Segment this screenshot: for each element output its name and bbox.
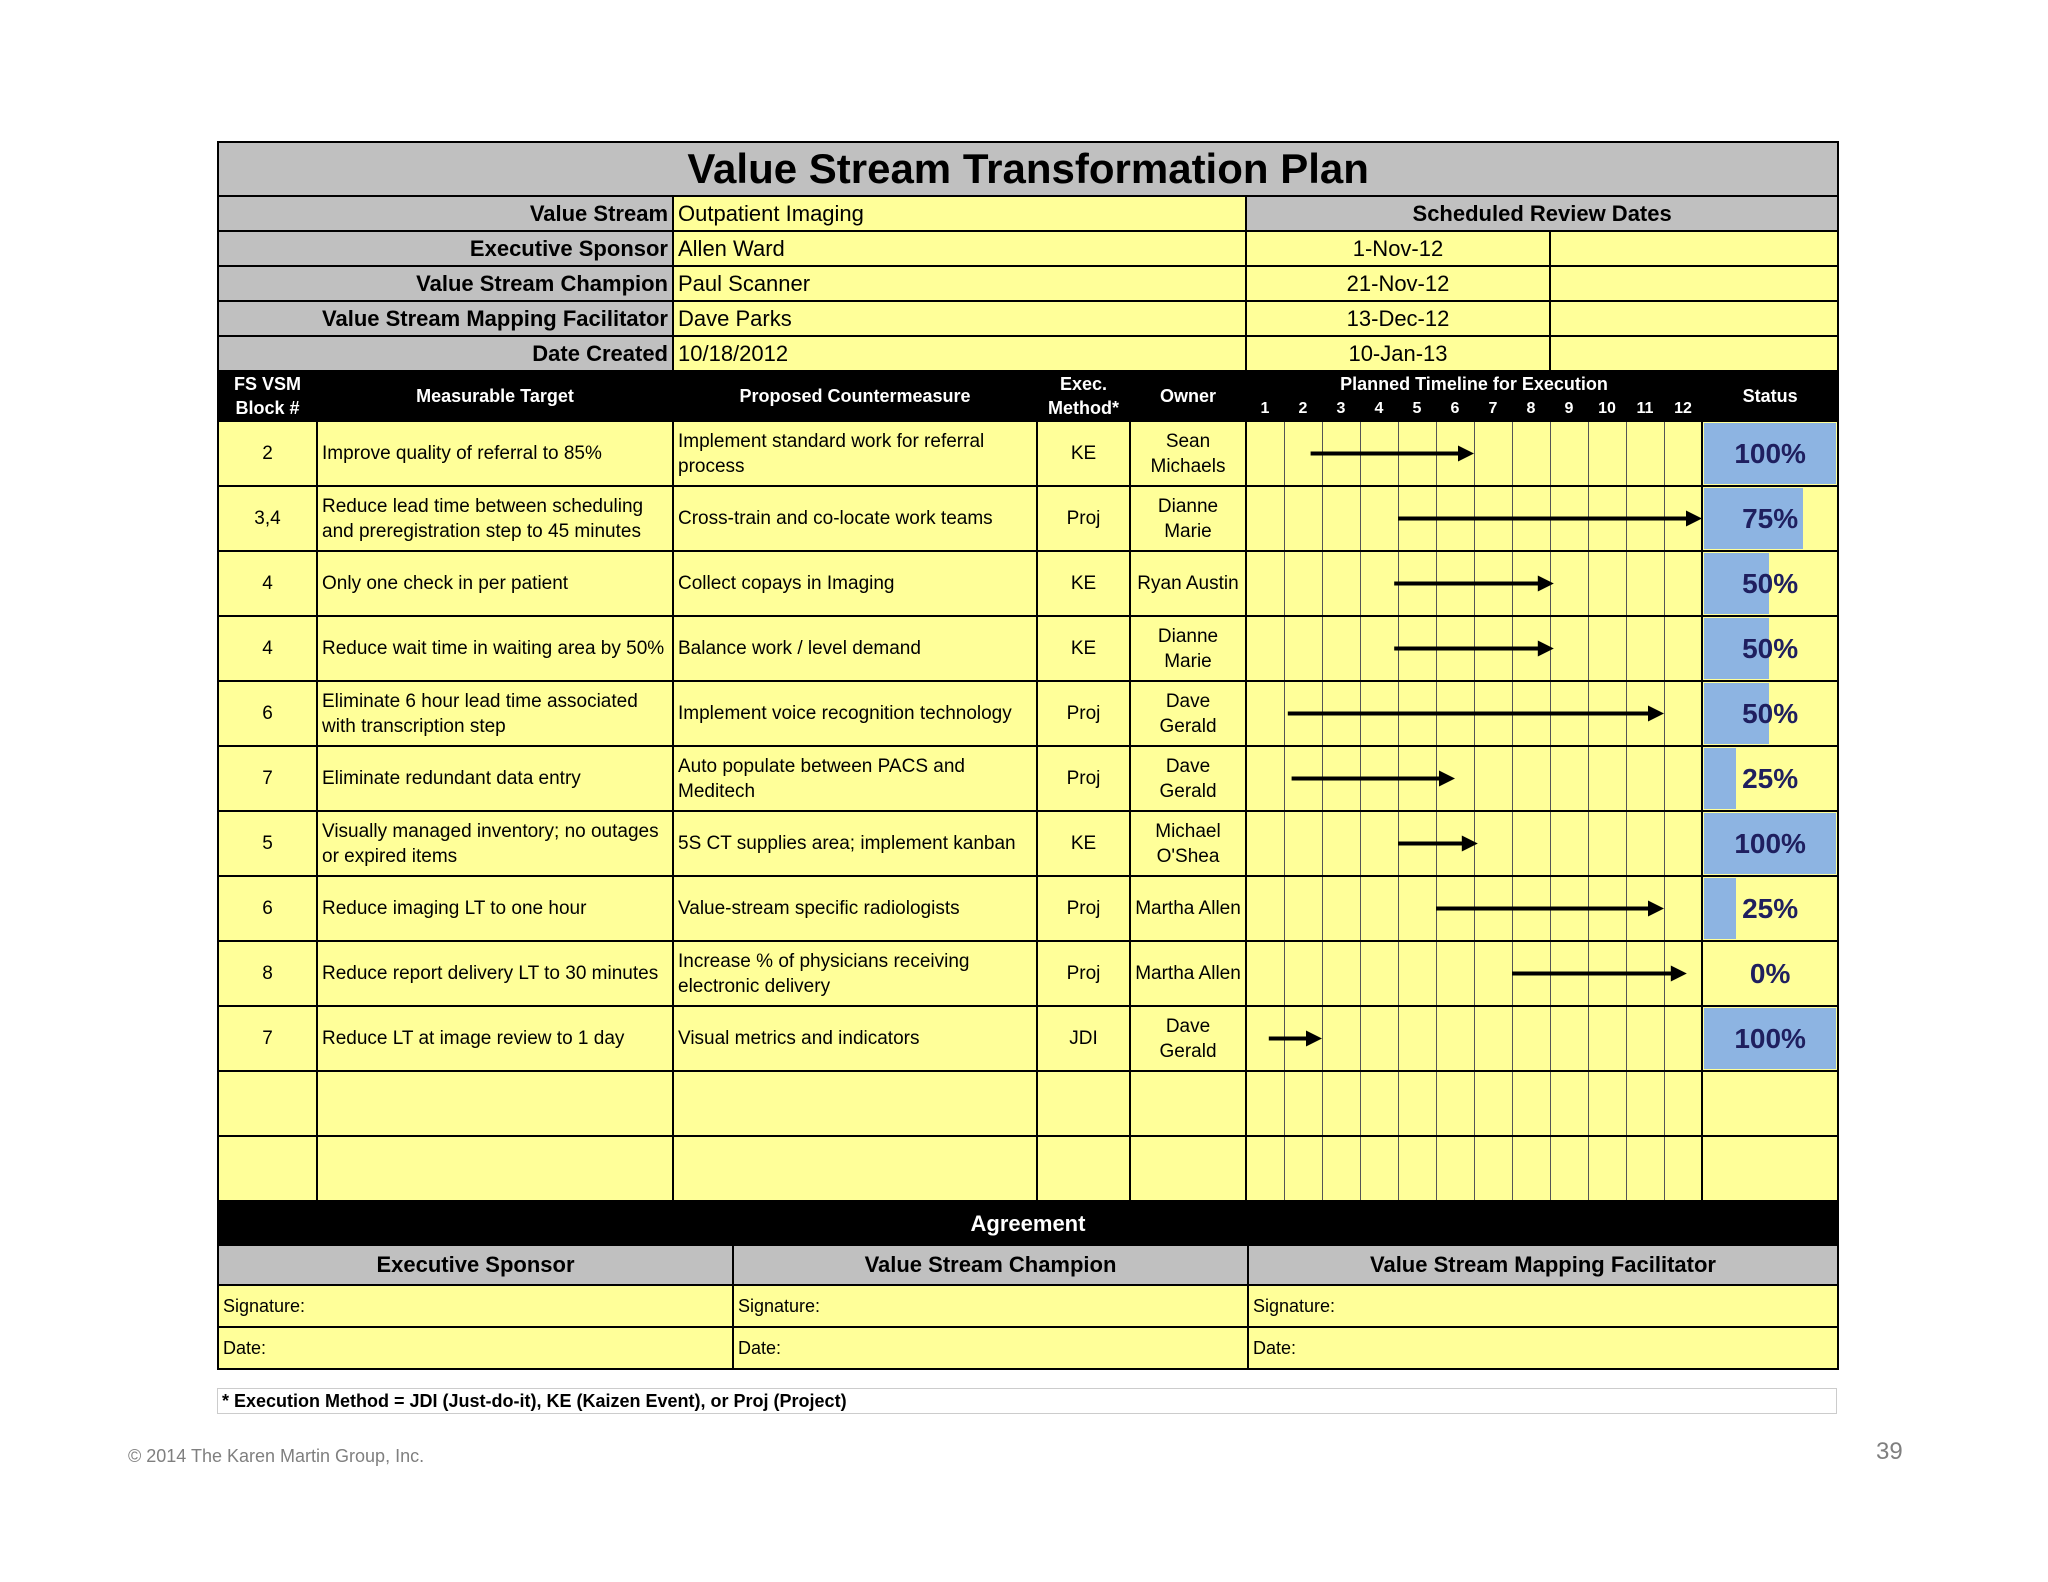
timeline-cell	[1512, 746, 1550, 811]
status-percent: 50%	[1742, 698, 1799, 729]
header-block: FS VSM Block #	[218, 371, 317, 421]
timeline-cell	[1512, 941, 1550, 1006]
timeline-cell	[1436, 1006, 1474, 1071]
plan-row	[218, 876, 1838, 941]
countermeasure: Implement voice recognition technology	[673, 681, 1037, 746]
timeline-cell	[1588, 681, 1626, 746]
measurable-target: Reduce report delivery LT to 30 minutes	[317, 941, 673, 1006]
measurable-target: Reduce imaging LT to one hour	[317, 876, 673, 941]
value-stream-champion-label: Value Stream Champion	[218, 266, 673, 301]
timeline-cell	[1360, 486, 1398, 551]
agreement-table	[217, 1202, 1839, 1370]
timeline-cell	[1588, 1071, 1626, 1136]
timeline-cell	[1512, 681, 1550, 746]
timeline-cell	[1474, 941, 1512, 1006]
timeline-cell	[1626, 421, 1664, 486]
block-number: 4	[218, 551, 317, 616]
timeline-cell	[1322, 1006, 1360, 1071]
exec-method: Proj	[1037, 876, 1130, 941]
timeline-cell	[1626, 1006, 1664, 1071]
timeline-cell	[1550, 941, 1588, 1006]
executive-sponsor-value: Allen Ward	[673, 231, 1246, 266]
review-date: 1-Nov-12	[1246, 231, 1550, 266]
timeline-cell	[1550, 1071, 1588, 1136]
status-cell	[1702, 876, 1838, 941]
review-date: 13-Dec-12	[1246, 301, 1550, 336]
plan-row	[218, 1136, 1838, 1201]
block-number: 3,4	[218, 486, 317, 551]
timeline-cell	[1246, 1071, 1284, 1136]
timeline-cell	[1398, 876, 1436, 941]
agreement-exec-sponsor: Executive Sponsor	[218, 1245, 733, 1285]
countermeasure: Cross-train and co-locate work teams	[673, 486, 1037, 551]
owner	[1130, 1071, 1246, 1136]
plan-row	[218, 1006, 1838, 1071]
timeline-cell	[1512, 1071, 1550, 1136]
timeline-cell	[1436, 616, 1474, 681]
timeline-cell	[1360, 941, 1398, 1006]
month-header: 6	[1436, 397, 1474, 421]
countermeasure: Auto populate between PACS and Meditech	[673, 746, 1037, 811]
timeline-cell	[1512, 811, 1550, 876]
timeline-cell	[1550, 746, 1588, 811]
timeline-cell	[1284, 746, 1322, 811]
timeline-cell	[1246, 941, 1284, 1006]
status-cell	[1702, 746, 1838, 811]
timeline-cell	[1322, 1136, 1360, 1201]
countermeasure	[673, 1136, 1037, 1201]
timeline-cell	[1626, 811, 1664, 876]
date-field[interactable]: Date:	[1248, 1327, 1838, 1369]
exec-method: KE	[1037, 616, 1130, 681]
value-stream-label: Value Stream	[218, 196, 673, 231]
timeline-cell	[1360, 616, 1398, 681]
timeline-cell	[1550, 811, 1588, 876]
timeline-cell	[1284, 941, 1322, 1006]
timeline-cell	[1284, 811, 1322, 876]
timeline-cell	[1550, 1136, 1588, 1201]
plan-row	[218, 811, 1838, 876]
timeline-cell	[1246, 876, 1284, 941]
timeline-cell	[1284, 421, 1322, 486]
timeline-cell	[1664, 486, 1702, 551]
measurable-target: Reduce lead time between scheduling and preregistration step to 45 minutes	[317, 486, 673, 551]
block-number: 7	[218, 1006, 317, 1071]
timeline-cell	[1360, 681, 1398, 746]
status-percent: 25%	[1742, 763, 1799, 794]
timeline-cell	[1474, 681, 1512, 746]
timeline-cell	[1360, 876, 1398, 941]
timeline-cell	[1512, 421, 1550, 486]
timeline-cell	[1322, 876, 1360, 941]
exec-method: Proj	[1037, 486, 1130, 551]
date-field[interactable]: Date:	[733, 1327, 1248, 1369]
executive-sponsor-label: Executive Sponsor	[218, 231, 673, 266]
timeline-cell	[1550, 421, 1588, 486]
date-created-value: 10/18/2012	[673, 336, 1246, 371]
block-number: 4	[218, 616, 317, 681]
countermeasure: Increase % of physicians receiving electronic delivery	[673, 941, 1037, 1006]
review-date: 10-Jan-13	[1246, 336, 1550, 371]
owner: Martha Allen	[1130, 876, 1246, 941]
measurable-target: Visually managed inventory; no outages or expired items	[317, 811, 673, 876]
header-method: Exec. Method*	[1037, 371, 1130, 421]
timeline-cell	[1436, 681, 1474, 746]
measurable-target	[317, 1071, 673, 1136]
timeline-cell	[1626, 616, 1664, 681]
timeline-cell	[1246, 811, 1284, 876]
measurable-target: Reduce LT at image review to 1 day	[317, 1006, 673, 1071]
timeline-cell	[1246, 746, 1284, 811]
review-date-blank	[1550, 301, 1838, 336]
plan-table	[217, 141, 1839, 1202]
countermeasure	[673, 1071, 1037, 1136]
status-cell	[1702, 941, 1838, 1006]
countermeasure: Implement standard work for referral process	[673, 421, 1037, 486]
timeline-cell	[1550, 486, 1588, 551]
month-header: 7	[1474, 397, 1512, 421]
plan-row	[218, 616, 1838, 681]
plan-row	[218, 746, 1838, 811]
status-percent: 0%	[1749, 958, 1791, 989]
timeline-cell	[1398, 746, 1436, 811]
timeline-cell	[1398, 1071, 1436, 1136]
timeline-cell	[1246, 421, 1284, 486]
plan-row	[218, 551, 1838, 616]
month-header: 12	[1664, 397, 1702, 421]
measurable-target	[317, 1136, 673, 1201]
measurable-target: Eliminate 6 hour lead time associated with transcription step	[317, 681, 673, 746]
block-number: 8	[218, 941, 317, 1006]
timeline-cell	[1626, 1136, 1664, 1201]
review-date-blank	[1550, 231, 1838, 266]
owner: Dianne Marie	[1130, 486, 1246, 551]
timeline-cell	[1436, 486, 1474, 551]
timeline-cell	[1284, 1136, 1322, 1201]
timeline-cell	[1398, 681, 1436, 746]
agreement-vsm-facilitator: Value Stream Mapping Facilitator	[1248, 1245, 1838, 1285]
timeline-cell	[1550, 681, 1588, 746]
timeline-cell	[1474, 616, 1512, 681]
value-stream-value: Outpatient Imaging	[673, 196, 1246, 231]
header-owner: Owner	[1130, 371, 1246, 421]
timeline-cell	[1246, 1136, 1284, 1201]
measurable-target: Improve quality of referral to 85%	[317, 421, 673, 486]
countermeasure: Collect copays in Imaging	[673, 551, 1037, 616]
timeline-cell	[1664, 1006, 1702, 1071]
timeline-cell	[1664, 941, 1702, 1006]
timeline-cell	[1284, 551, 1322, 616]
timeline-cell	[1588, 1006, 1626, 1071]
month-header: 5	[1398, 397, 1436, 421]
timeline-cell	[1360, 746, 1398, 811]
plan-row	[218, 941, 1838, 1006]
status-cell	[1702, 551, 1838, 616]
owner	[1130, 1136, 1246, 1201]
status-cell	[1702, 486, 1838, 551]
status-percent: 50%	[1742, 568, 1799, 599]
plan-row	[218, 486, 1838, 551]
timeline-cell	[1322, 486, 1360, 551]
timeline-cell	[1512, 616, 1550, 681]
timeline-cell	[1436, 1136, 1474, 1201]
status-percent: 100%	[1734, 438, 1806, 469]
timeline-cell	[1626, 486, 1664, 551]
countermeasure: Visual metrics and indicators	[673, 1006, 1037, 1071]
status-cell	[1702, 681, 1838, 746]
block-number: 7	[218, 746, 317, 811]
header-countermeasure: Proposed Countermeasure	[673, 371, 1037, 421]
timeline-cell	[1550, 616, 1588, 681]
timeline-cell	[1398, 616, 1436, 681]
status-percent: 100%	[1734, 828, 1806, 859]
timeline-cell	[1588, 421, 1626, 486]
timeline-cell	[1398, 421, 1436, 486]
timeline-cell	[1664, 616, 1702, 681]
plan-row	[218, 681, 1838, 746]
date-created-label: Date Created	[218, 336, 673, 371]
timeline-cell	[1284, 1006, 1322, 1071]
exec-method: JDI	[1037, 1006, 1130, 1071]
header-timeline: Planned Timeline for Execution	[1246, 371, 1702, 397]
timeline-cell	[1398, 811, 1436, 876]
owner: Ryan Austin	[1130, 551, 1246, 616]
timeline-cell	[1588, 486, 1626, 551]
measurable-target: Eliminate redundant data entry	[317, 746, 673, 811]
header-target: Measurable Target	[317, 371, 673, 421]
timeline-cell	[1436, 941, 1474, 1006]
month-header: 3	[1322, 397, 1360, 421]
timeline-cell	[1512, 551, 1550, 616]
block-number: 6	[218, 681, 317, 746]
timeline-cell	[1588, 1136, 1626, 1201]
timeline-cell	[1246, 681, 1284, 746]
timeline-cell	[1322, 616, 1360, 681]
timeline-cell	[1474, 1136, 1512, 1201]
timeline-cell	[1474, 811, 1512, 876]
timeline-cell	[1436, 551, 1474, 616]
timeline-cell	[1512, 1006, 1550, 1071]
exec-method: Proj	[1037, 681, 1130, 746]
timeline-cell	[1626, 681, 1664, 746]
owner: Michael O'Shea	[1130, 811, 1246, 876]
timeline-cell	[1398, 941, 1436, 1006]
timeline-cell	[1360, 421, 1398, 486]
block-number	[218, 1071, 317, 1136]
timeline-cell	[1588, 811, 1626, 876]
signature-field[interactable]: Signature:	[1248, 1285, 1838, 1327]
copyright-text: © 2014 The Karen Martin Group, Inc.	[128, 1446, 425, 1466]
status-cell	[1702, 811, 1838, 876]
timeline-cell	[1474, 876, 1512, 941]
timeline-cell	[1474, 1006, 1512, 1071]
timeline-cell	[1246, 1006, 1284, 1071]
timeline-cell	[1322, 1071, 1360, 1136]
measurable-target: Reduce wait time in waiting area by 50%	[317, 616, 673, 681]
vsm-facilitator-value: Dave Parks	[673, 301, 1246, 336]
block-number	[218, 1136, 317, 1201]
timeline-cell	[1398, 551, 1436, 616]
timeline-cell	[1588, 551, 1626, 616]
timeline-cell	[1360, 1071, 1398, 1136]
status-cell	[1702, 1006, 1838, 1071]
month-header: 8	[1512, 397, 1550, 421]
timeline-cell	[1284, 681, 1322, 746]
exec-method	[1037, 1071, 1130, 1136]
timeline-cell	[1512, 486, 1550, 551]
timeline-cell	[1664, 551, 1702, 616]
timeline-cell	[1626, 746, 1664, 811]
exec-method: Proj	[1037, 941, 1130, 1006]
timeline-cell	[1512, 876, 1550, 941]
header-status: Status	[1702, 371, 1838, 421]
timeline-cell	[1512, 1136, 1550, 1201]
timeline-cell	[1322, 681, 1360, 746]
status-percent: 100%	[1734, 1023, 1806, 1054]
plan-row	[218, 1071, 1838, 1136]
timeline-cell	[1626, 1071, 1664, 1136]
date-field[interactable]: Date:	[218, 1327, 733, 1369]
page-title: Value Stream Transformation Plan	[218, 142, 1838, 196]
owner: Dianne Marie	[1130, 616, 1246, 681]
review-date-blank	[1550, 336, 1838, 371]
review-date-blank	[1550, 266, 1838, 301]
page-number: 39	[1876, 1438, 1903, 1465]
timeline-cell	[1322, 421, 1360, 486]
status-cell	[1702, 616, 1838, 681]
timeline-cell	[1626, 551, 1664, 616]
status-cell	[1702, 1136, 1838, 1201]
month-header: 10	[1588, 397, 1626, 421]
timeline-cell	[1626, 941, 1664, 1006]
timeline-cell	[1664, 876, 1702, 941]
status-percent: 25%	[1742, 893, 1799, 924]
owner: Dave Gerald	[1130, 746, 1246, 811]
timeline-cell	[1664, 1136, 1702, 1201]
timeline-cell	[1322, 551, 1360, 616]
block-number: 5	[218, 811, 317, 876]
timeline-cell	[1474, 1071, 1512, 1136]
status-cell	[1702, 421, 1838, 486]
timeline-cell	[1664, 1071, 1702, 1136]
timeline-cell	[1322, 941, 1360, 1006]
timeline-cell	[1664, 811, 1702, 876]
timeline-cell	[1246, 486, 1284, 551]
agreement-header: Agreement	[218, 1203, 1838, 1245]
review-date: 21-Nov-12	[1246, 266, 1550, 301]
block-number: 2	[218, 421, 317, 486]
timeline-cell	[1360, 1136, 1398, 1201]
timeline-cell	[1664, 681, 1702, 746]
block-number: 6	[218, 876, 317, 941]
timeline-cell	[1436, 1071, 1474, 1136]
timeline-cell	[1246, 551, 1284, 616]
exec-method: Proj	[1037, 746, 1130, 811]
status-cell	[1702, 1071, 1838, 1136]
timeline-cell	[1550, 1006, 1588, 1071]
countermeasure: Value-stream specific radiologists	[673, 876, 1037, 941]
timeline-cell	[1550, 876, 1588, 941]
exec-method	[1037, 1136, 1130, 1201]
timeline-cell	[1284, 616, 1322, 681]
timeline-cell	[1322, 746, 1360, 811]
exec-method: KE	[1037, 551, 1130, 616]
plan-row	[218, 421, 1838, 486]
vsm-facilitator-label: Value Stream Mapping Facilitator	[218, 301, 673, 336]
timeline-cell	[1474, 746, 1512, 811]
transformation-plan-sheet	[217, 141, 1837, 1414]
month-header: 4	[1360, 397, 1398, 421]
timeline-cell	[1436, 811, 1474, 876]
timeline-cell	[1436, 746, 1474, 811]
month-header: 9	[1550, 397, 1588, 421]
timeline-cell	[1360, 1006, 1398, 1071]
timeline-cell	[1588, 616, 1626, 681]
status-percent: 50%	[1742, 633, 1799, 664]
timeline-cell	[1664, 746, 1702, 811]
month-header: 2	[1284, 397, 1322, 421]
timeline-cell	[1626, 876, 1664, 941]
agreement-vs-champion: Value Stream Champion	[733, 1245, 1248, 1285]
owner: Dave Gerald	[1130, 1006, 1246, 1071]
timeline-cell	[1436, 421, 1474, 486]
status-percent: 75%	[1742, 503, 1799, 534]
timeline-cell	[1664, 421, 1702, 486]
timeline-cell	[1284, 876, 1322, 941]
timeline-cell	[1246, 616, 1284, 681]
value-stream-champion-value: Paul Scanner	[673, 266, 1246, 301]
timeline-cell	[1436, 876, 1474, 941]
timeline-cell	[1550, 551, 1588, 616]
signature-field[interactable]: Signature:	[218, 1285, 733, 1327]
timeline-cell	[1360, 551, 1398, 616]
timeline-cell	[1322, 811, 1360, 876]
owner: Martha Allen	[1130, 941, 1246, 1006]
owner: Dave Gerald	[1130, 681, 1246, 746]
month-header: 1	[1246, 397, 1284, 421]
signature-field[interactable]: Signature:	[733, 1285, 1248, 1327]
countermeasure: 5S CT supplies area; implement kanban	[673, 811, 1037, 876]
timeline-cell	[1398, 1136, 1436, 1201]
exec-method: KE	[1037, 421, 1130, 486]
timeline-cell	[1360, 811, 1398, 876]
exec-method: KE	[1037, 811, 1130, 876]
timeline-cell	[1474, 486, 1512, 551]
timeline-cell	[1474, 551, 1512, 616]
timeline-cell	[1588, 746, 1626, 811]
owner: Sean Michaels	[1130, 421, 1246, 486]
measurable-target: Only one check in per patient	[317, 551, 673, 616]
timeline-cell	[1284, 486, 1322, 551]
timeline-cell	[1588, 876, 1626, 941]
timeline-cell	[1398, 486, 1436, 551]
execution-method-footnote: * Execution Method = JDI (Just-do-it), KE (Kaizen Event), or Proj (Project)	[217, 1388, 1837, 1414]
timeline-cell	[1284, 1071, 1322, 1136]
review-dates-header: Scheduled Review Dates	[1246, 196, 1838, 231]
timeline-cell	[1588, 941, 1626, 1006]
timeline-cell	[1474, 421, 1512, 486]
month-header: 11	[1626, 397, 1664, 421]
countermeasure: Balance work / level demand	[673, 616, 1037, 681]
timeline-cell	[1398, 1006, 1436, 1071]
